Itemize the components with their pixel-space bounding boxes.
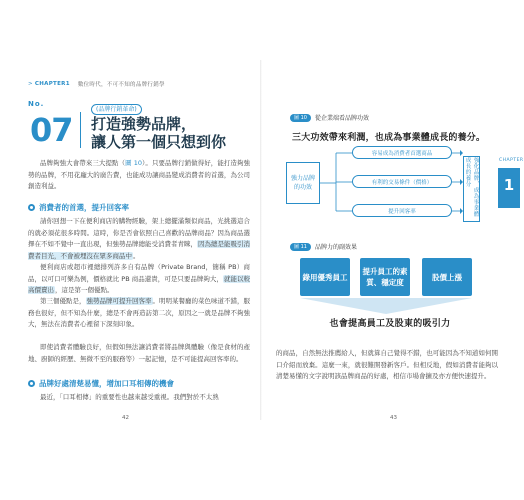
highlight-text: 因為總是能吸引消費者目光，不會被埋沒在眾多商品中 [28,240,250,260]
section-number: 07 [30,111,73,149]
chevron-right-icon: > [28,81,33,87]
paragraph-text: 第三個優點是， [40,297,86,305]
growth-side-text: 強化品牌，成為事業體成長的養分 [464,157,479,217]
figure-11-tag: 圖 11 [290,243,311,251]
section-title-line-1: 打造強勢品牌， [91,115,197,133]
right-page-paragraph: 的商品，自然無法推薦給人，但就算自己覺得不錯，也可能因為不知道如何開口介紹而放棄。這麼一來，就很難開發新客戶。但相反地，假如消費者能夠以清楚易懂的文字說明該品牌商品的好處，相信市場會擴及亦方便快速提升。 [276,349,498,380]
section-kicker: (品牌行銷革命) [91,104,142,115]
paragraph-text: 便利商店或超市裡總排列許多自有品牌（Private Brand，簡稱 PB）商品，以可口可樂為例，價格就比 PB 商品還貴，可是只要品牌夠大， [28,263,250,283]
intro-text-end: ）。只要品牌行銷做得好，能打造夠強勢的品牌，不用花龐大的廣告費，也能成功讓商品變成消費者的首選，為公司創造利益。 [28,159,251,190]
hire-talent-box: 錄用優秀員工 [300,258,350,296]
result-box-trade-terms: 有利的交易條件（價格） [352,175,452,188]
section-title-line-2: 讓人第一個只想到你 [91,133,227,151]
subhead-text: 品牌好處清楚易懂，增加口耳相傳的機會 [39,379,174,388]
figure-10-caption-text: 從企業端看品牌功效 [314,115,369,122]
highlight-text: 就能以較高價賣出 [28,274,250,294]
result-box-repeat-rate: 提升回客率 [352,204,452,217]
down-arrow-icon [300,298,472,314]
paragraph-text: 請你回想一下在便利商店的購物經驗，架上總擺滿類似商品，光挑選這合的就必須花很多時間。這時，你是否會依照自己喜歡的品牌商品？因為商品選擇在不如不覺中一直出現，但強勢品牌總能受消費者青睞， [28,217,250,248]
intro-text: 品牌夠強大會帶來三大提點（ [40,159,126,167]
staff-quality-box: 提升員工的素質、穩定度 [360,258,410,296]
paragraph-text-end: 。 [133,251,140,260]
figure-10-tag: 圖 10 [290,114,311,122]
paragraph-experience: 即使消費者體驗良好，但假如無法讓消費者將品牌與體驗（像是食材的產地、廚師的經歷、無微不至的服務等）一起記憶，是不可能提高回客率的。 [28,343,250,363]
chapter-tab [498,158,524,208]
chapter-tab-label: CHAPTER [499,158,524,163]
section-number-label: No. [28,100,45,108]
figure-reference: 圖 10 [125,159,143,167]
subhead-text: 消費者的首選，提升回客率 [39,203,129,212]
result-box-first-choice: 容易成為消費者首選商品 [352,146,452,159]
chapter-tab-number: 1 [503,176,515,194]
paragraph-word-of-mouth: 最近，「口耳相傳」的重要性也越來越受重視。我們對於不太熟 [40,393,219,401]
chapter-title: 數位時代，不可不知的品牌行銷學 [77,82,165,88]
paragraph-text-end: 。明明某餐廳的菜色味道不錯，服務也很好，但不知為什麼，總是不會再造訪第二次，原因之一就是品牌不夠強大，無法在消費者心裡留下深刻印象。 [28,297,250,328]
paragraph-text-end: ，這是第一個優點。 [55,286,114,294]
page-number-right: 43 [390,415,397,421]
strong-brand-box: 強力品牌的功效 [286,162,320,204]
figure-10-title: 三大功效帶來利潤，也成為事業體成長的養分。 [292,133,486,143]
stock-price-box: 股價上漲 [422,258,472,296]
page-number-left: 42 [122,415,129,421]
figure-11-result: 也會提高員工及股東的吸引力 [329,319,451,329]
highlight-text: 強勢品牌可提升回客率 [86,297,152,305]
figure-11-caption-text: 品牌力的副效果 [314,244,357,251]
chapter-label: CHAPTER1 [34,81,70,87]
